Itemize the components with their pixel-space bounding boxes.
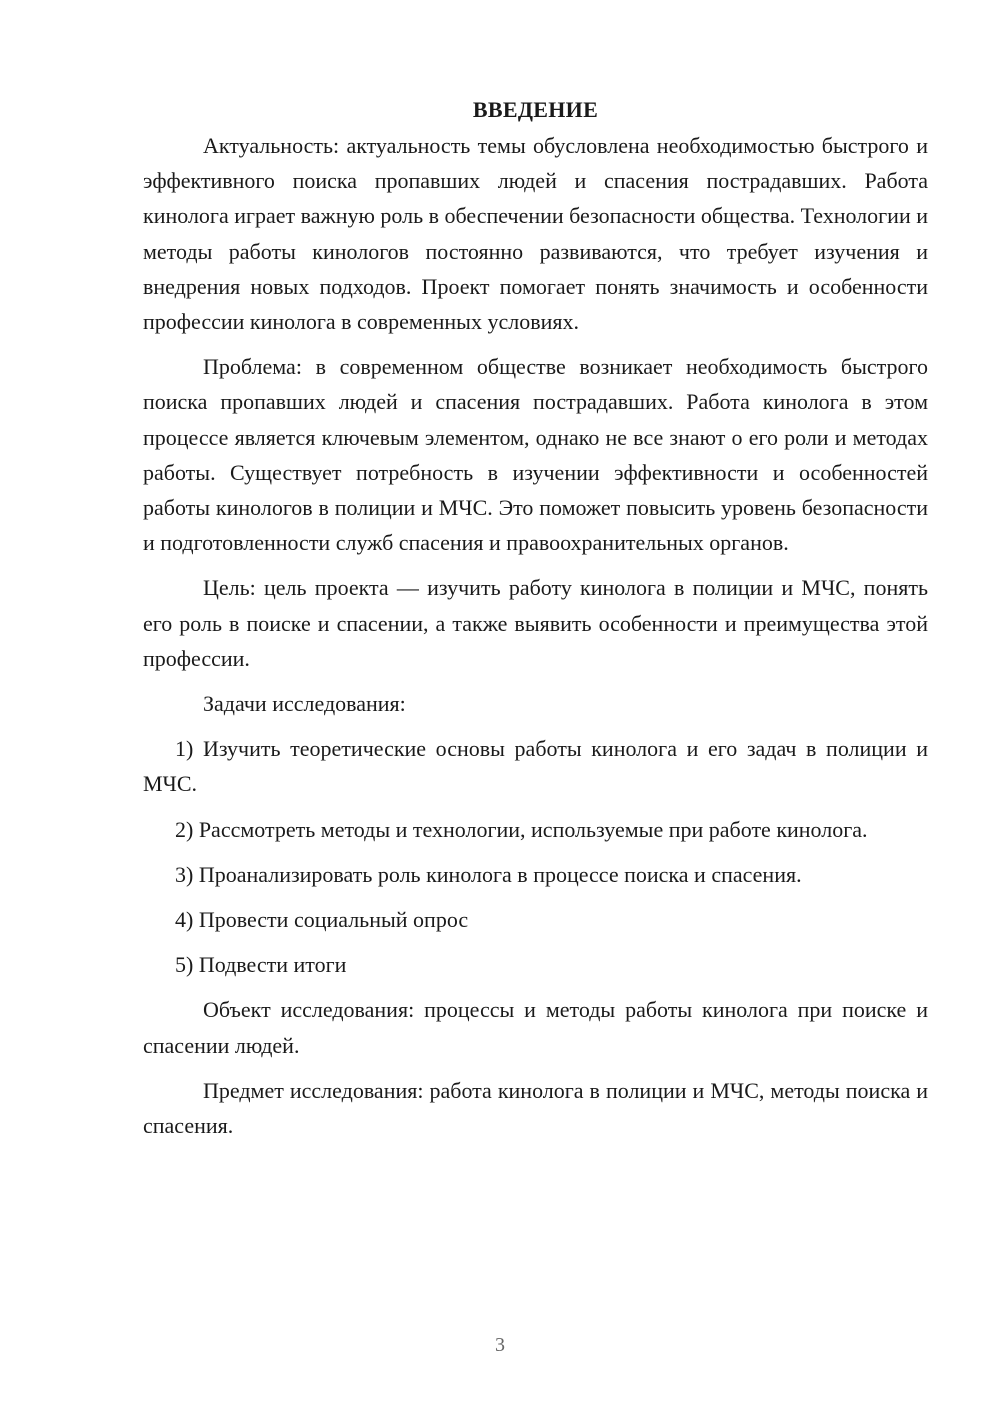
task-item-2: 2) Рассмотреть методы и технологии, используемые при работе кинолога.: [175, 816, 868, 842]
document-page: [143, 96, 928, 1153]
page-number: 3: [495, 1334, 505, 1356]
task-item-5: 5) Подвести итоги: [175, 952, 347, 978]
task-item-4: 4) Провести социальный опрос: [175, 907, 469, 933]
paragraph-object: Объект исследования: процессы и методы работы кинолога при поиске и спасении людей.: [143, 997, 928, 1058]
task-item-1: 1) Изучить теоретические основы работы кинолога и его задач в полиции и МЧС.: [143, 736, 928, 797]
task-item-3: 3) Проанализировать роль кинолога в процессе поиска и спасения.: [175, 861, 802, 887]
tasks-title: Задачи исследования:: [203, 691, 406, 717]
paragraph-problem: Проблема: в современном обществе возникает необходимость быстрого поиска пропавших людей и спасения пострадавших. Работа кинолога в этом процессе является ключевым элементом, однако не все знают о его роли и методах работы. Существует потребность в изучении эффективности и особенностей работы кинологов в полиции и МЧС. Это поможет повысить уровень безопасности и подготовленности служб спасения и правоохранительных органов.: [143, 354, 928, 556]
paragraph-relevance: Актуальность: актуальность темы обусловлена необходимостью быстрого и эффективного поиска пропавших людей и спасения пострадавших. Работа кинолога играет важную роль в обеспечении безопасности общества. Технологии и методы работы кинологов постоянно развиваются, что требует изучения и внедрения новых подходов. Проект помогает понять значимость и особенности профессии кинолога в современных условиях.: [143, 133, 928, 335]
paragraph-subject: Предмет исследования: работа кинолога в полиции и МЧС, методы поиска и спасения.: [143, 1077, 928, 1139]
paragraph-goal: Цель: цель проекта — изучить работу кинолога в полиции и МЧС, понять его роль в поиске и спасении, а также выявить особенности и преимущества этой профессии.: [143, 575, 928, 671]
section-heading: ВВЕДЕНИЕ: [472, 97, 599, 122]
